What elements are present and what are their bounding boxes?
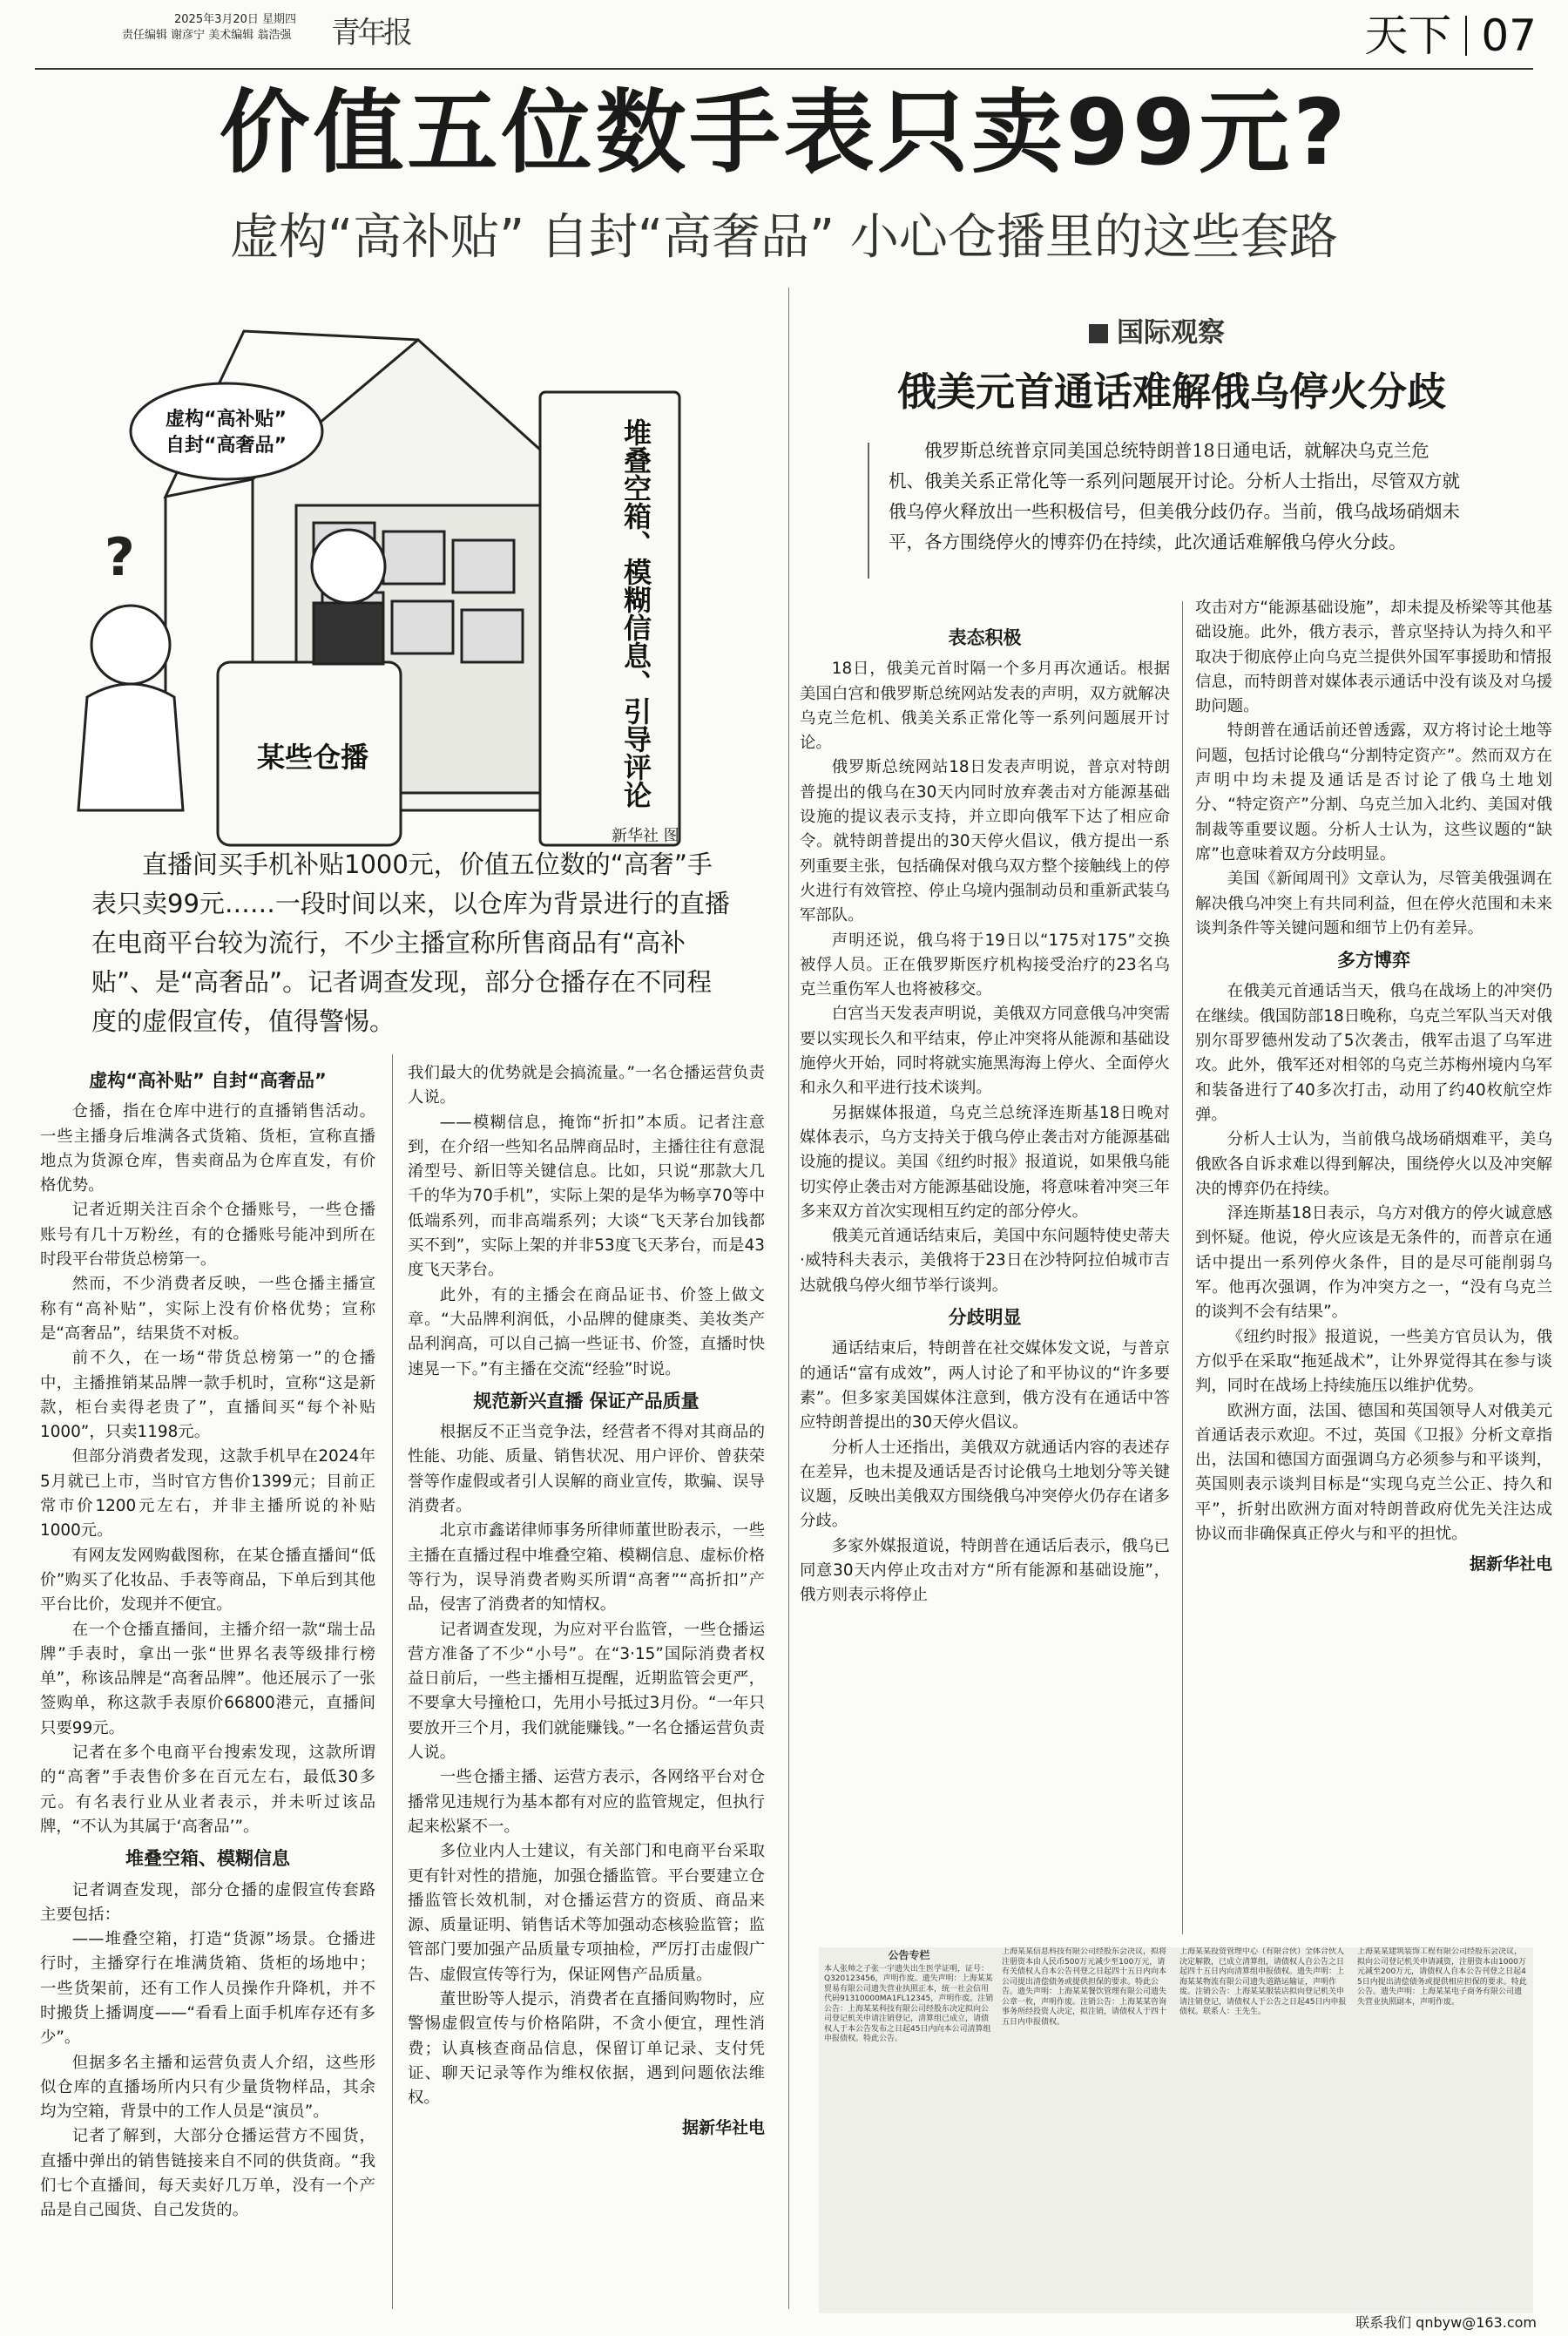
main-article-col2 [408, 1061, 765, 2141]
bubble-text-2: 自封“高奢品” [166, 435, 287, 457]
main-lead: 直播间买手机补贴1000元，价值五位数的“高奢”手表只卖99元……一段时间以来，以仓库为背景进行的直播在电商平台较为流行，不少主播宣称所售商品有“高补贴”、是“高奢品”。记者调查发现，部分仓播存在不同程度的虚假宣传，值得警惕。 [91, 850, 730, 1036]
notice-column [1179, 1947, 1349, 2313]
paragraph: 但部分消费者发现，这款手机早在2024年5月就已上市，当时官方售价1399元；目前正常市价1200元左右，并非主播所说的补贴1000元。 [40, 1447, 375, 1540]
paragraph: 特朗普在通话前还曾透露，双方将讨论土地等问题，包括讨论俄乌“分割特定资产”。然而双方在声明中均未提及通话是否讨论了俄乌土地划分、“特定资产”分割、乌克兰加入北约、美国对俄制裁等重要议题。分析人士认为，这些议题的“缺席”也意味着双方分歧明显。 [1195, 721, 1552, 863]
paragraph: 北京市鑫诺律师事务所律师董世盼表示，一些主播在直播过程中堆叠空箱、模糊信息、虚标价格等行为，误导消费者购买所谓“高奢”“高折扣”产品，侵害了消费者的知情权。 [408, 1521, 765, 1615]
paragraph: 但据多名主播和运营负责人介绍，这些形似仓库的直播场所内只有少量货物样品，其余均为空箱，背景中的工作人员是“演员”。 [40, 2053, 375, 2122]
column-rubric [1089, 310, 1225, 349]
paragraph: 通话结束后，特朗普在社交媒体发文说，与普京的通话“富有成效”，两人讨论了和平协议的“许多要素”。但多家美国媒体注意到，俄方没有在通话中答应特朗普提出的30天停火倡议。 [800, 1339, 1170, 1432]
consumer-figure [78, 527, 183, 810]
right-headline: 俄美元首通话难解俄乌停火分歧 [896, 369, 1446, 415]
paragraph: 记者近期关注百余个仓播账号，一些仓播账号有几十万粉丝，有的仓播账号能冲到所在时段平台带货总榜第一。 [40, 1201, 375, 1270]
paragraph: 记者了解到，大部分仓播运营方不囤货，直播中弹出的销售链接来自不同的供货商。“我们七个直播间，每天卖好几万单，没有一个产品是自己囤货、自己发货的。 [40, 2127, 375, 2220]
main-subheadline: 虚构“高补贴” 自封“高奢品” 小心仓播里的这些套路 [230, 209, 1338, 266]
paragraph: 记者调查发现，部分仓播的虚假宣传套路主要包括： [40, 1880, 375, 1924]
banner-text: 堆叠空箱、模糊信息、引导评论 [619, 418, 652, 809]
subhead-positive: 表态积极 [948, 627, 1022, 648]
main-article-col1 [40, 1061, 375, 2224]
notice-column [1002, 1947, 1172, 2313]
paragraph: 记者调查发现，为应对平台监管，一些仓播运营方准备了不少“小号”。在“3·15”国际消费者权益日前后，一些主播相互提醒，近期监管会更严，不要拿大号撞枪口，先用小号抵过3月份。“一年只要放开三个月，我们就能赚钱。”一名仓播运营负责人说。 [408, 1620, 765, 1763]
source-credit: 据新华社电 [681, 2118, 765, 2138]
illustration-credit: 新华社 图 [612, 827, 679, 845]
paragraph: 多位业内人士建议，有关部门和电商平台采取更有针对性的措施，加强仓播监管。平台要建立仓播监管长效机制，对仓播运营方的资质、商品来源、质量证明、销售话术等加强动态核验监管；监管部门要加强产品质量专项抽检，严厉打击虚假广告、虚假宣传等行为，保证网售产品质量。 [408, 1842, 765, 1984]
paragraph: 欧洲方面，法国、德国和英国领导人对俄美元首通话表示欢迎。不过，英国《卫报》分析文章指出，法国和德国方面强调乌方必须参与和平谈判，英国则表示谈判目标是“实现乌克兰公正、持久和平”，折射出欧洲方面对特朗普政府优先关注达成协议而非确保真正停火与和平的担忧。 [1195, 1401, 1552, 1543]
subhead-regulate: 规范新兴直播 保证产品质量 [473, 1390, 700, 1412]
subhead-fake-subsidy: 虚构“高补贴” 自封“高奢品” [89, 1070, 327, 1091]
column-divider [392, 1054, 393, 2309]
paragraph: 记者在多个电商平台搜索发现，这款所谓的“高奢”手表售价多在百元左右，最低30多元。有名表行业从业者表示，并未听过该品牌，“不认为其属于‘高奢品’”。 [40, 1744, 375, 1836]
right-article-col1 [800, 619, 1170, 1608]
subhead-empty-boxes: 堆叠空箱、模糊信息 [125, 1848, 290, 1870]
paragraph: 美国《新闻周刊》文章认为，尽管美俄强调在解决俄乌冲突上有共同利益，但在停火范围和未来谈判条件等关键问题和细节上仍有差异。 [1195, 870, 1552, 938]
notice-board [819, 1947, 1533, 2313]
paragraph: 在一个仓播直播间，主播介绍一款“瑞士品牌”手表时，拿出一张“世界名表等级排行榜单”，称该品牌是“高奢品牌”。他还展示了一张签购单，称这款手表原价66800港元，直播间只要99元。 [40, 1620, 375, 1737]
column-divider [1182, 601, 1183, 1934]
editor-line: 责任编辑 谢彦宁 美术编辑 翁浩强 [122, 29, 292, 42]
paragraph: 分析人士认为，当前俄乌战场硝烟难平，美乌俄欧各自诉求难以得到解决，围绕停火以及冲突解决的博弈仍在持续。 [1195, 1130, 1552, 1198]
source-credit: 据新华社电 [1469, 1554, 1552, 1574]
paragraph: 此外，有的主播会在商品证书、价签上做文章。“大品牌利润低，小品牌的健康类、美妆类产品利润高，可以自己搞一些证书、价签，直播时快速晃一下。”有主播在交流“经验”时说。 [408, 1285, 765, 1378]
square-icon [1089, 324, 1108, 343]
notice-text: 本人张帅之子张一宇遗失出生医学证明，证号：Q320123456，声明作废。遗失声明：上海某某贸易有限公司遗失营业执照正本，统一社会信用代码91310000MA1FL12345，声明作废。注销公告：上海某某科技有限公司经股东决定拟向公司登记机关申请注销登记，清算组已成立，请债权人于本公告发布之日起45日内向本公司清算组申报债权。特此公告。 [824, 1964, 994, 2043]
paragraph: 我们最大的优势就是会搞流量。”一名仓播运营负责人说。 [408, 1064, 765, 1107]
notice-text: 上海某某信息科技有限公司经股东会决议，拟将注册资本由人民币500万元减少至100万元，请有关债权人自本公告刊登之日起四十五日内向本公司提出清偿债务或提供担保的要求。特此公告。遗失声明：上海某某餐饮管理有限公司遗失公章一枚，声明作废。注销公告：上海某某咨询事务所经投资人决定，拟注销，请债权人于四十五日内申报债权。 [1002, 1947, 1167, 2027]
rubric-label: 国际观察 [1117, 317, 1225, 349]
warehouse-sign: 某些仓播 [257, 741, 369, 774]
right-article-col2 [1195, 596, 1552, 1577]
paragraph: 有网友发网购截图称，在某仓播直播间“低价”购买了化妆品、手表等商品，下单后到其他平台比价，发现并不便宜。 [40, 1546, 375, 1615]
date-line: 2025年3月20日 星期四 [174, 13, 297, 26]
notice-text: 上海某某建筑装饰工程有限公司经股东会决议，拟向公司登记机关申请减资，注册资本由1000万元减至200万元，请债权人自本公告刊登之日起45日内提出清偿债务或提供相应担保的要求。特此公告。遗失声明：上海某某电子商务有限公司遗失营业执照副本，声明作废。 [1357, 1947, 1527, 2007]
notice-column [824, 1947, 994, 2313]
paragraph: 一些仓播主播、运营方表示，各网络平台对仓播常见违规行为基本都有对应的监管规定，但执行起来松紧不一。 [408, 1768, 765, 1836]
paragraph: 《纽约时报》报道说，一些美方官员认为，俄方似乎在采取“拖延战术”，让外界觉得其在参与谈判，同时在战场上持续施压以维护优势。 [1195, 1327, 1552, 1396]
paragraph: 在俄美元首通话当天，俄乌在战场上的冲突仍在继续。俄国防部18日晚称，乌克兰军队当天对俄别尔哥罗德州发动了5次袭击，俄军击退了乌军进攻。此外，俄军还对相邻的乌克兰苏梅州境内乌军和装备进行了40多次打击，动用了约40枚航空炸弹。 [1195, 982, 1552, 1124]
lead-bar [868, 443, 869, 579]
paragraph: 然而，不少消费者反映，一些仓播主播宣称有“高补贴”，实际上没有价格优势；宣称是“高奢品”，结果货不对板。 [40, 1275, 375, 1343]
subhead-differences: 分歧明显 [948, 1307, 1022, 1329]
page-tag [1364, 10, 1537, 61]
paragraph: 攻击对方“能源基础设施”，却未提及桥梁等其他基础设施。此外，俄方表示，普京坚持认为持久和平取决于彻底停止向乌克兰提供外国军事援助和情报信息，而特朗普对媒体表示通话中没有谈及对乌援助问题。 [1195, 599, 1552, 716]
paragraph: ——模糊信息，掩饰“折扣”本质。记者注意到，在介绍一些知名品牌商品时，主播往往有意混淆型号、新旧等关键信息。比如，只说“那款大几千的华为70手机”，实际上架的是华为畅享70等中低端系列，而非高端系列；大谈“飞天茅台加钱都买不到”，实际上架的并非53度飞天茅台，而是43度飞天茅台。 [408, 1113, 765, 1280]
paragraph: 俄罗斯总统网站18日发表声明说，普京对特朗普提出的俄乌在30天内同时放弃袭击对方能源基础设施的提议表示支持，并立即向俄军下达了相应命令。就特朗普提出的30天停火倡议，俄方提出一系列重要主张，包括确保对俄乌双方整个接触线上的停火进行有效管控、停止乌境内强制动员和重新武装乌军部队。 [800, 758, 1170, 925]
paragraph: 仓播，指在仓库中进行的直播销售活动。一些主播身后堆满各式货箱、货柜，宣称直播地点为货源仓库，售卖商品为仓库直发，有价格优势。 [40, 1102, 375, 1195]
paragraph: 声明还说，俄乌将于19日以“175对175”交换被俘人员。正在俄罗斯医疗机构接受治疗的23名乌克兰重伤军人也将被移交。 [800, 931, 1170, 999]
notice-text: 上海某某投资管理中心（有限合伙）全体合伙人决定解散，已成立清算组，请债权人自公告之日起四十五日内向清算组申报债权。遗失声明：上海某某物流有限公司遗失道路运输证，声明作废。注销公告：上海某某服装店拟向登记机关申请注销登记，请债权人于公告之日起45日内申报债权。联系人：王先生。 [1179, 1947, 1347, 2016]
page-number: 07 [1481, 10, 1537, 61]
svg-text:?: ? [105, 527, 135, 588]
paragraph: ——堆叠空箱，打造“货源”场景。仓播进行时，主播穿行在堆满货箱、货柜的场地中；一些货架前，还有工作人员操作升降机，并不时搬货上播调度——“看看上面手机库存还有多少”。 [40, 1930, 375, 2048]
paragraph: 分析人士还指出，美俄双方就通话内容的表述存在差异，也未提及通话是否讨论俄乌土地划分等关键议题，反映出美俄双方围绕俄乌冲突停火仍存在诸多分歧。 [800, 1438, 1170, 1531]
paragraph: 多家外媒报道说，特朗普在通话后表示，俄乌已同意30天内停止攻击对方“所有能源和基础设施”，俄方则表示将停止 [800, 1536, 1170, 1605]
right-lead: 俄罗斯总统普京同美国总统特朗普18日通电话，就解决乌克兰危机、俄美关系正常化等一系列问题展开讨论。分析人士指出，尽管双方就俄乌停火释放出一些积极信号，但美俄分歧仍存。当前，俄乌战场硝烟未平，各方围绕停火的博弈仍在持续，此次通话难解俄乌停火分歧。 [889, 440, 1460, 552]
notice-column [1357, 1947, 1528, 2313]
header-rule [35, 68, 1533, 70]
paragraph: 俄美元首通话结束后，美国中东问题特使史蒂夫·威特科夫表示，美俄将于23日在沙特阿拉伯城市吉达就俄乌停火细节举行谈判。 [800, 1227, 1170, 1295]
bubble-text-1: 虚构“高补贴” [166, 409, 287, 430]
speech-bubble [131, 383, 322, 479]
newspaper-logo: 青年报 [331, 16, 409, 51]
section-name: 天下 [1364, 10, 1452, 61]
paragraph: 前不久，在一场“带货总榜第一”的仓播中，主播推销某品牌一款手机时，宣称“这是新款，柜台卖得老贵了”，直播间买“每个补贴1000”，只卖1198元。 [40, 1349, 375, 1442]
paragraph: 白宫当天发表声明说，美俄双方同意俄乌冲突需要以实现长久和平结束，停止冲突将从能源和基础设施停火开始，同时将就实施黑海海上停火、全面停火和永久和平进行技术谈判。 [800, 1005, 1170, 1098]
section-divider [1465, 16, 1467, 56]
main-headline: 价值五位数手表只卖99元? [219, 79, 1349, 186]
section-divider-vertical [788, 288, 789, 2309]
paragraph: 根据反不正当竞争法，经营者不得对其商品的性能、功能、质量、销售状况、用户评价、曾获荣誉等作虚假或者引人误解的商业宣传，欺骗、误导消费者。 [408, 1423, 765, 1516]
paragraph: 另据媒体报道，乌克兰总统泽连斯基18日晚对媒体表示，乌方支持关于俄乌停止袭击对方能源基础设施的提议。美国《纽约时报》报道说，如果俄乌能切实停止袭击对方能源基础设施，将意味着冲突三年多来双方首次实现相互约定的部分停火。 [800, 1103, 1170, 1221]
footer-contact: 联系我们 qnbyw@163.com [1355, 2314, 1537, 2331]
paragraph: 董世盼等人提示，消费者在直播间购物时，应警惕虚假宣传与价格陷阱，不贪小便宜，理性消费；认真核查商品信息，保留订单记录、支付凭证、聊天记录等作为维权依据，遇到问题依法维权。 [408, 1989, 765, 2108]
notice-title: 公告专栏 [888, 1949, 930, 1961]
paragraph: 泽连斯基18日表示，乌方对俄方的停火诚意感到怀疑。他说，停火应该是无条件的，而普京在通话中提出一系列停火条件，目的是尽可能削弱乌军。他再次强调，作为冲突方之一，“没有乌克兰的谈判不会有结果”。 [1195, 1204, 1552, 1322]
paragraph: 18日，俄美元首时隔一个多月再次通话。根据美国白宫和俄罗斯总统网站发表的声明，双方就解决乌克兰危机、俄美关系正常化等一系列问题展开讨论。 [800, 660, 1170, 753]
warehouse-illustration [35, 288, 801, 854]
header-meta [122, 12, 505, 44]
subhead-multi-game: 多方博弈 [1337, 950, 1410, 972]
